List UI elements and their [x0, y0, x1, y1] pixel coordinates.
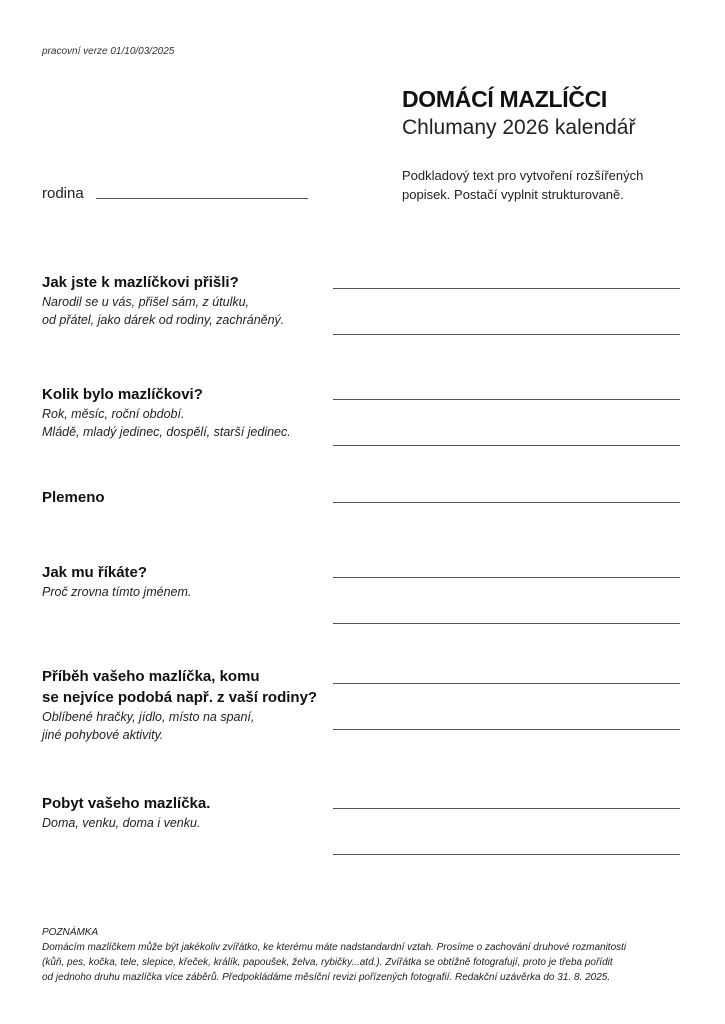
question-stay	[42, 793, 342, 832]
question-title: Plemeno	[42, 489, 105, 506]
question-story	[42, 666, 352, 744]
answer-line[interactable]	[333, 288, 680, 289]
question-breed	[42, 487, 342, 508]
answer-line[interactable]	[333, 445, 680, 446]
note-heading: POZNÁMKA	[42, 927, 99, 938]
answer-line[interactable]	[333, 334, 680, 335]
question-hint: jiné pohybové aktivity.	[42, 728, 164, 742]
question-hint: Rok, měsíc, roční období.	[42, 407, 185, 421]
question-title: Jak jste k mazlíčkovi přišli?	[42, 274, 239, 291]
family-label: rodina	[42, 185, 84, 202]
intro-text	[402, 166, 702, 204]
answer-line[interactable]	[333, 683, 680, 684]
answer-line[interactable]	[333, 577, 680, 578]
intro-line: Podkladový text pro vytvoření rozšířených	[402, 168, 644, 183]
question-title: Příběh vašeho mazlíčka, komu	[42, 668, 260, 685]
note-line: (kůň, pes, kočka, tele, slepice, křeček, králík, papoušek, želva, rybičky...atd.). Zvířátka se obtížně fotografují, proto je třeba pořídit	[42, 957, 613, 968]
question-age	[42, 384, 342, 441]
answer-line[interactable]	[333, 729, 680, 730]
question-hint: Mládě, mladý jedinec, dospělí, starší jedinec.	[42, 425, 291, 439]
question-hint: Narodil se u vás, přišel sám, z útulku,	[42, 295, 250, 309]
question-title: Pobyt vašeho mazlíčka.	[42, 795, 211, 812]
question-hint: Proč zrovna tímto jménem.	[42, 585, 192, 599]
page-subtitle: Chlumany 2026 kalendář	[402, 116, 636, 139]
note-line: od jednoho druhu mazlíčka více záběrů. Předpokládáme měsíční revizi pořízených fotografií. Redakční uzávěrka do 31. 8. 2025.	[42, 972, 611, 983]
intro-line: popisek. Postačí vyplnit strukturovaně.	[402, 187, 624, 202]
answer-line[interactable]	[333, 399, 680, 400]
question-origin	[42, 272, 342, 329]
question-title: Kolik bylo mazlíčkovi?	[42, 386, 203, 403]
page-title: DOMÁCÍ MAZLÍČCI	[402, 86, 608, 112]
question-hint: od přátel, jako dárek od rodiny, zachráněný.	[42, 313, 285, 327]
answer-line[interactable]	[333, 623, 680, 624]
answer-line[interactable]	[333, 808, 680, 809]
note-block	[42, 925, 702, 985]
question-title: se nejvíce podobá např. z vaší rodiny?	[42, 689, 318, 706]
note-line: Domácím mazlíčkem může být jakékoliv zvířátko, ke kterému máte nadstandardní vztah. Prosíme o zachování druhové rozmanitosti	[42, 942, 627, 953]
question-name	[42, 562, 342, 601]
answer-line[interactable]	[333, 502, 680, 503]
version-label: pracovní verze 01/10/03/2025	[42, 46, 175, 57]
family-input-line[interactable]	[96, 198, 308, 199]
question-hint: Doma, venku, doma i venku.	[42, 816, 201, 830]
question-title: Jak mu říkáte?	[42, 564, 148, 581]
question-hint: Oblíbené hračky, jídlo, místo na spaní,	[42, 710, 255, 724]
answer-line[interactable]	[333, 854, 680, 855]
